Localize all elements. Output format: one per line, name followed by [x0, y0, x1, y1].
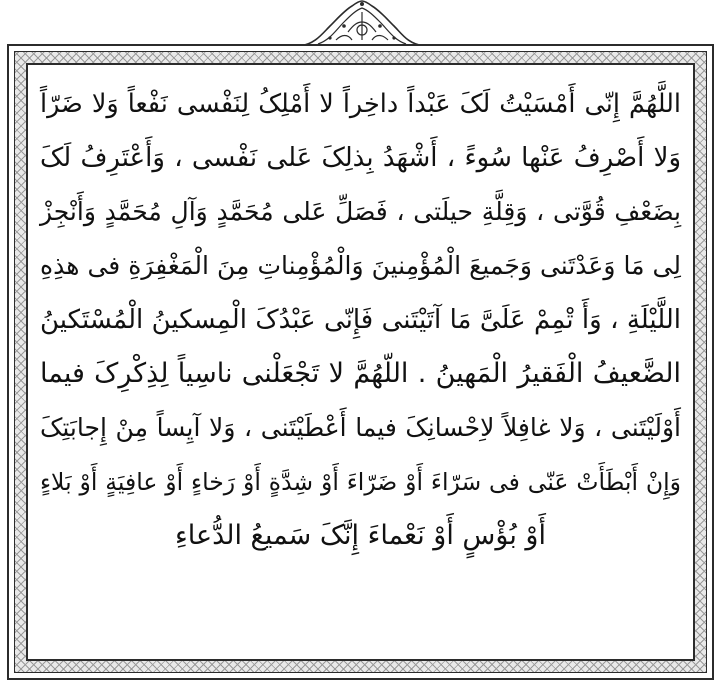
decorative-frame	[7, 44, 714, 680]
prayer-line-7: أَوْلَیْتَنی ، وَلا غافِلاً لاِحْسانِکَ فیما أَعْطَیْتَنی ، وَلا آیِساً مِنْ إِجابَتِکَ	[40, 413, 681, 442]
prayer-line-8: وَإِنْ أَبْطَأَتْ عَنّی فی سَرّاءَ أَوْ ضَرّاءَ أَوْ شِدَّةٍ أَوْ رَخاءٍ أَوْ عافِیَةٍ أَوْ بَلاءٍ	[40, 468, 681, 496]
prayer-line-9: أَوْ بُؤْسٍ أَوْ نَعْماءَ إِنَّکَ سَمیعُ الدُّعاءِ	[175, 520, 546, 551]
prayer-line-3: بِضَعْفِ قُوَّتی ، وَقِلَّةِ حیلَتی ، فَصَلِّ عَلی مُحَمَّدٍ وَآلِ مُحَمَّدٍ وَأَنْجِزْ	[40, 197, 681, 226]
prayer-text	[40, 77, 681, 651]
prayer-line-6: الضَّعیفُ الْفَقیرُ الْمَهینُ . اللّهُمَّ لا تَجْعَلْنی ناسِیاً لِذِکْرِکَ فیما	[40, 358, 681, 389]
prayer-line-2: وَلا أَصْرِفُ عَنْها سُوءً ، أَشْهَدُ بِذلِکَ عَلی نَفْسی ، وَأَعْتَرِفُ لَکَ	[40, 143, 681, 173]
text-panel	[26, 63, 695, 661]
prayer-line-4: لِی مَا وَعَدْتَنی وَجَمیعَ الْمُؤْمِنینَ وَالْمُؤْمِناتِ مِنَ الْمَغْفِرَةِ فی هذِهِ	[40, 251, 681, 280]
prayer-line-5: اللَّیْلَةِ ، وَأَ تْمِمْ عَلَیَّ مَا آتَیْتَنی فَإِنّی عَبْدُکَ الْمِسکینُ الْمُسْتَکینُ	[40, 305, 681, 335]
prayer-line-1: اللَّهُمَّ إِنّی أَمْسَیْتُ لَکَ عَبْداً داخِراً لا أَمْلِکُ لِنَفْسی نَفْعاً وَلا ضَرّاً	[40, 89, 681, 119]
